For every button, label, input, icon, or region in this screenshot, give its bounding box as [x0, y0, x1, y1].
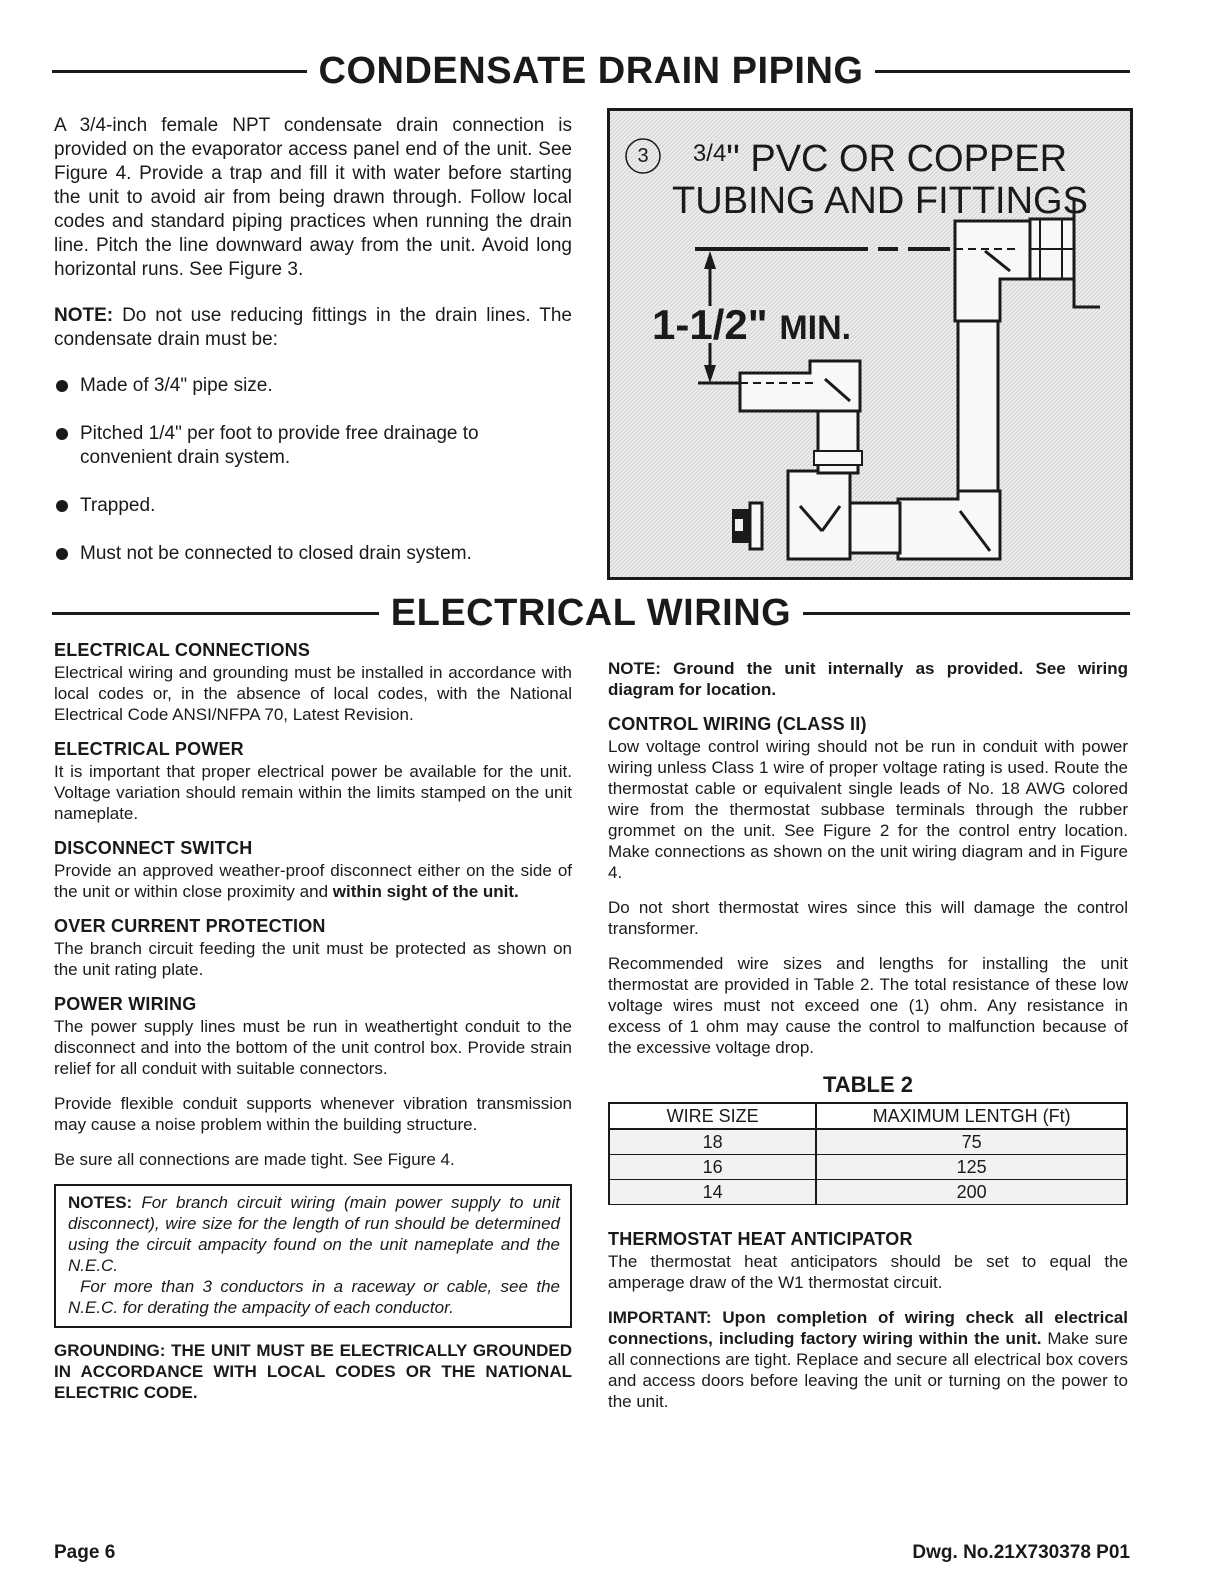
table-cell: 16 [609, 1155, 816, 1180]
section-body: Low voltage control wiring should not be run in conduit with power wiring unless Class 1 wire of proper voltage rating is used. Route the thermostat cable or equivalent single leads of No. 18 AWG colored wire from the thermostat subbase terminals through the rubber grommet on the unit. See Figure 2 for the control entry location. Make connections as shown on the unit wiring diagram and in Figure 4. [608, 737, 1128, 882]
page-number: Page 6 [54, 1542, 116, 1563]
drain-trap-figure [607, 108, 1133, 580]
section-body: The power supply lines must be run in weathertight conduit to the disconnect and into the bottom of the unit control box. Provide strain relief for all conduit with suitable connectors. [54, 1017, 572, 1078]
heat-anticipator-section [608, 1229, 1128, 1293]
table-cell: 125 [816, 1155, 1127, 1180]
table-cell: 14 [609, 1180, 816, 1205]
column-header: WIRE SIZE [609, 1103, 816, 1129]
section-heading: DISCONNECT SWITCH [54, 838, 253, 858]
bullet-icon [56, 380, 68, 392]
condensate-note [54, 304, 572, 352]
section-heading: OVER CURRENT PROTECTION [54, 916, 326, 936]
bullet-icon [56, 548, 68, 560]
ground-note: NOTE: Ground the unit internally as provided. See wiring diagram for location. [608, 659, 1128, 699]
header-rule-right [875, 70, 1130, 73]
bullet-icon [56, 500, 68, 512]
important-notice: IMPORTANT: Upon completion of wiring check all electrical connections, including factory wiring within the unit. Make sure all connections are tight. Replace and secure all electrical box covers and access doors before leaving the unit or turning on the power to the unit. [608, 1308, 1128, 1411]
table-cell: 200 [816, 1180, 1127, 1205]
header-rule-right [803, 612, 1130, 615]
notes-paragraph-1: NOTES: For branch circuit wiring (main power supply to unit disconnect), wire size for the length of run should be determined using the circuit ampacity found on the unit nameplate and the N.E.C. [68, 1193, 560, 1275]
condensate-text-column [54, 114, 572, 590]
section-body: Electrical wiring and grounding must be installed in accordance with local codes or, in the absence of local codes, with the National Electrical Code ANSI/NFPA 70, Latest Revision. [54, 663, 572, 724]
section-heading: CONTROL WIRING (CLASS II) [608, 714, 867, 734]
electrical-section-header [52, 594, 1130, 632]
condensate-section-header [52, 52, 1130, 90]
list-item: Must not be connected to closed drain system. [54, 542, 572, 566]
section-body: The thermostat heat anticipators should be set to equal the amperage draw of the W1 thermostat circuit. [608, 1252, 1128, 1292]
note-text: Do not use reducing fittings in the drain lines. The condensate drain must be: [54, 305, 572, 350]
electrical-left-column [54, 640, 572, 1403]
bullet-icon [56, 428, 68, 440]
table-cell: 75 [816, 1129, 1127, 1155]
list-item: Made of 3/4" pipe size. [54, 374, 572, 398]
drawing-number: Dwg. No.21X730378 P01 [912, 1542, 1130, 1563]
electrical-title: ELECTRICAL WIRING [390, 592, 792, 634]
condensate-requirements-list [54, 374, 572, 566]
wire-size-table [608, 1102, 1128, 1205]
list-item: Trapped. [54, 494, 572, 518]
callout-number: 3 [637, 145, 649, 167]
note-label: NOTE: [54, 305, 114, 326]
section-heading: POWER WIRING [54, 994, 197, 1014]
table-title: TABLE 2 [822, 1072, 914, 1097]
list-item: Pitched 1/4" per foot to provide free drainage to convenient drain system. [54, 422, 572, 470]
table-row [609, 1155, 1127, 1180]
disconnect-switch-section [54, 838, 572, 902]
electrical-connections-section [54, 640, 572, 725]
section-body: The branch circuit feeding the unit must be protected as shown on the unit rating plate. [54, 939, 572, 979]
section-heading: ELECTRICAL CONNECTIONS [54, 640, 311, 660]
section-heading: THERMOSTAT HEAT ANTICIPATOR [608, 1229, 913, 1249]
column-header: MAXIMUM LENTGH (Ft) [816, 1103, 1127, 1129]
electrical-power-section [54, 739, 572, 824]
grounding-warning: GROUNDING: THE UNIT MUST BE ELECTRICALLY GROUNDED IN ACCORDANCE WITH LOCAL CODES OR THE NATIONAL ELECTRIC CODE. [54, 1341, 572, 1402]
figure-caption: $^{3/4}$" PVC OR COPPER TUBING AND FITTINGS [672, 138, 1088, 222]
header-rule-left [52, 612, 379, 615]
table-row [609, 1180, 1127, 1205]
notes-paragraph-2: For more than 3 conductors in a raceway or cable, see the N.E.C. for derating the ampacity of each conductor. [68, 1277, 560, 1317]
electrical-right-column [608, 658, 1128, 1412]
dimension-label: 1-1/2" MIN. [652, 301, 852, 348]
section-body: Provide an approved weather-proof disconnect either on the side of the unit or within close proximity and within sight of the unit. [54, 861, 572, 901]
table-header-row [609, 1103, 1127, 1129]
recommended-wire-text: Recommended wire sizes and lengths for installing the unit thermostat are provided in Table 2. The total resistance of these low voltage wires must not exceed one (1) ohm. Any resistance in excess of 1 ohm may cause the control to malfunction because of the excessive voltage drop. [608, 954, 1128, 1057]
header-rule-left [52, 70, 307, 73]
section-heading: ELECTRICAL POWER [54, 739, 244, 759]
condensate-title: CONDENSATE DRAIN PIPING [318, 50, 864, 92]
short-warning-text: Do not short thermostat wires since this will damage the control transformer. [608, 898, 1128, 938]
power-wiring-section [54, 994, 572, 1079]
flex-conduit-text: Provide flexible conduit supports whenever vibration transmission may cause a noise problem within the building structure. [54, 1094, 572, 1134]
control-wiring-section [608, 714, 1128, 883]
over-current-section [54, 916, 572, 980]
notes-box [54, 1184, 572, 1328]
table-cell: 18 [609, 1129, 816, 1155]
table-row [609, 1129, 1127, 1155]
condensate-intro: A 3/4-inch female NPT condensate drain connection is provided on the evaporator access panel end of the unit. See Figure 4. Provide a trap and fill it with water before starting the unit to avoid air from being drawn through. Follow local codes and standard piping practices when running the drain line. Pitch the line downward away from the unit. Avoid long horizontal runs. See Figure 3. [54, 115, 572, 280]
section-body: It is important that proper electrical power be available for the unit. Voltage variation should remain within the limits stamped on the unit nameplate. [54, 762, 572, 823]
tight-connections-text: Be sure all connections are made tight. See Figure 4. [54, 1150, 455, 1169]
